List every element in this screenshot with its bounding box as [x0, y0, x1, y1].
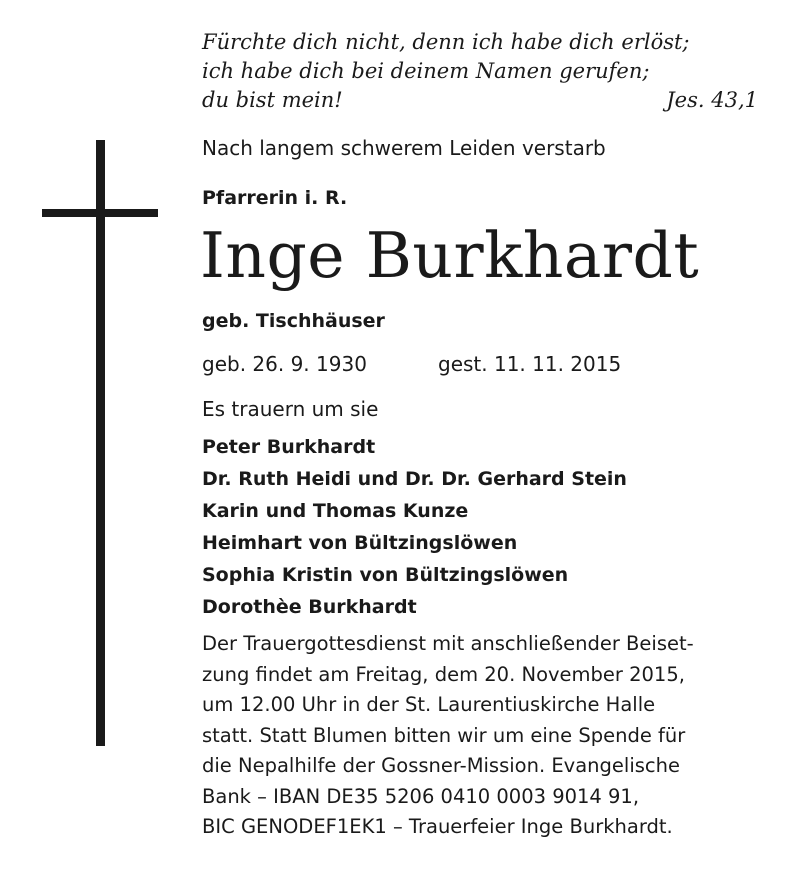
verse-reference: Jes. 43,1 [666, 88, 758, 112]
mourner-item: Dr. Ruth Heidi und Dr. Dr. Gerhard Stein [202, 468, 627, 490]
death-announcement-intro: Nach langem schwerem Leiden verstarb [202, 136, 606, 160]
mourner-item: Heimhart von Bültzingslöwen [202, 532, 518, 554]
service-line: Bank – IBAN DE35 5206 0410 0003 9014 91, [202, 784, 640, 808]
birth-date: geb. 26. 9. 1930 [202, 352, 367, 376]
mourner-item: Karin und Thomas Kunze [202, 500, 469, 522]
verse-line-3 [202, 86, 758, 115]
service-line: statt. Statt Blumen bitten wir um eine Spende für [202, 723, 686, 747]
deceased-name: Inge Burkhardt [200, 219, 700, 292]
maiden-name: geb. Tischhäuser [202, 310, 385, 332]
verse-line-1: Fürchte dich nicht, denn ich habe dich erlöst; [202, 30, 690, 54]
deceased-title: Pfarrerin i. R. [202, 187, 348, 209]
mourner-item: Sophia Kristin von Bültzingslöwen [202, 564, 569, 586]
service-line: BIC GENODEF1EK1 – Trauerfeier Inge Burkhardt. [202, 815, 673, 838]
service-line: um 12.00 Uhr in der St. Laurentiuskirche Halle [202, 693, 656, 716]
service-line: zung findet am Freitag, dem 20. November 2015, [202, 662, 685, 686]
mourner-item: Dorothèe Burkhardt [202, 596, 417, 618]
verse-line-2: ich habe dich bei deinem Namen gerufen; [202, 59, 650, 83]
life-dates [202, 352, 621, 376]
mourner-item: Peter Burkhardt [202, 436, 376, 458]
service-line: Der Trauergottesdienst mit anschließender Beiset- [202, 632, 694, 655]
death-date: gest. 11. 11. 2015 [438, 352, 622, 376]
funeral-service-info [202, 629, 762, 843]
cross-icon-bar [42, 209, 158, 217]
mourners-list [202, 431, 627, 623]
verse-last-text: du bist mein! [202, 88, 343, 112]
bible-verse [202, 28, 762, 115]
service-line: die Nepalhilfe der Gossner-Mission. Evangelische [202, 754, 680, 777]
cross-icon [96, 140, 105, 746]
mourners-intro: Es trauern um sie [202, 397, 379, 421]
